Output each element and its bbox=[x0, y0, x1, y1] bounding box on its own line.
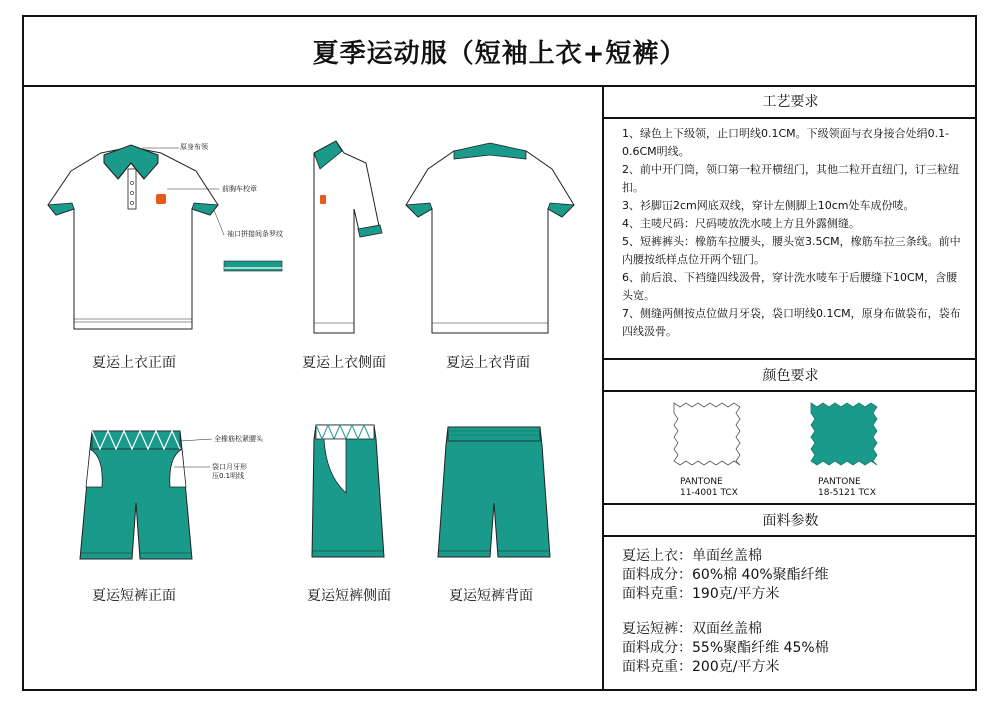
badge-callout: 前胸车校章 bbox=[222, 185, 257, 193]
cuff-callout: 袖口拼接间条罗纹 bbox=[227, 230, 283, 238]
swatch-white-code: 11-4001 TCX bbox=[680, 488, 738, 498]
spec-panel bbox=[602, 85, 977, 691]
waist-callout: 全橡筋松紧腰头 bbox=[214, 435, 263, 443]
collar-callout: 原身布领 bbox=[180, 143, 208, 151]
fabric-top-line: 面料成分：60%棉 40%聚酯纤维 bbox=[622, 567, 829, 583]
shorts-back-drawing bbox=[436, 423, 552, 563]
fabric-top bbox=[622, 547, 829, 604]
craft-item: 2、前中开门筒，领口第一粒开横纽门，其他二粒开直纽门，订三粒纽扣。 bbox=[622, 163, 959, 194]
craft-item: 6、前后浪、下裆缝四线汲骨，穿计洗水唛车于后腰缝下10CM，含腰头宽。 bbox=[622, 271, 958, 302]
craft-item: 4、主唛尺码：尺码唛放洗水唛上方且外露侧缝。 bbox=[622, 217, 860, 230]
swatch-teal bbox=[809, 401, 879, 467]
craft-item: 5、短裤裤头：橡筋车拉腰头，腰头宽3.5CM，橡筋车拉三条线。前中内腰按纸样点位开两个钮门。 bbox=[622, 235, 961, 266]
fabric-top-line: 夏运上衣：单面丝盖棉 bbox=[622, 548, 762, 564]
garment-drawings bbox=[24, 85, 602, 691]
swatch-teal-brand: PANTONE bbox=[818, 477, 861, 487]
fabric-shorts-line: 面料克重：200克/平方米 bbox=[622, 659, 780, 675]
craft-list bbox=[622, 125, 962, 341]
swatch-teal-code: 18-5121 TCX bbox=[818, 488, 876, 498]
shorts-side-drawing bbox=[310, 423, 390, 563]
swatch-white-brand: PANTONE bbox=[680, 477, 723, 487]
shorts-back-label: 夏运短裤背面 bbox=[449, 588, 533, 604]
craft-heading: 工艺要求 bbox=[604, 85, 977, 119]
shirt-side-label: 夏运上衣侧面 bbox=[302, 355, 386, 371]
fabric-shorts-line: 夏运短裤：双面丝盖棉 bbox=[622, 621, 762, 637]
craft-item: 3、衫脚冚2cm网底双线，穿计左侧脚上10cm处车成份唛。 bbox=[622, 199, 915, 212]
fabric-heading: 面料参数 bbox=[604, 503, 977, 537]
fabric-top-line: 面料克重：190克/平方米 bbox=[622, 586, 780, 602]
shorts-front-label: 夏运短裤正面 bbox=[92, 588, 176, 604]
pocket-callout-1: 袋口月牙形 bbox=[212, 463, 247, 471]
color-heading: 颜色要求 bbox=[604, 358, 977, 392]
fabric-shorts-line: 面料成分：55%聚酯纤维 45%棉 bbox=[622, 640, 829, 656]
sheet-title: 夏季运动服（短袖上衣+短裤） bbox=[24, 17, 975, 87]
spec-sheet bbox=[22, 15, 977, 691]
shorts-side-label: 夏运短裤侧面 bbox=[307, 588, 391, 604]
shirt-front-label: 夏运上衣正面 bbox=[92, 355, 176, 371]
fabric-shorts bbox=[622, 620, 829, 677]
craft-item: 1、绿色上下级领，止口明线0.1CM。下级领面与衣身接合处绢0.1-0.6CM明线。 bbox=[622, 127, 950, 158]
craft-item: 7、侧缝两侧按点位做月牙袋，袋口明线0.1CM，原身布做袋布，袋布四线汲骨。 bbox=[622, 307, 961, 338]
shirt-back-label: 夏运上衣背面 bbox=[446, 355, 530, 371]
pocket-callout-2: 压0.1明线 bbox=[212, 472, 245, 480]
swatch-white bbox=[672, 401, 742, 467]
